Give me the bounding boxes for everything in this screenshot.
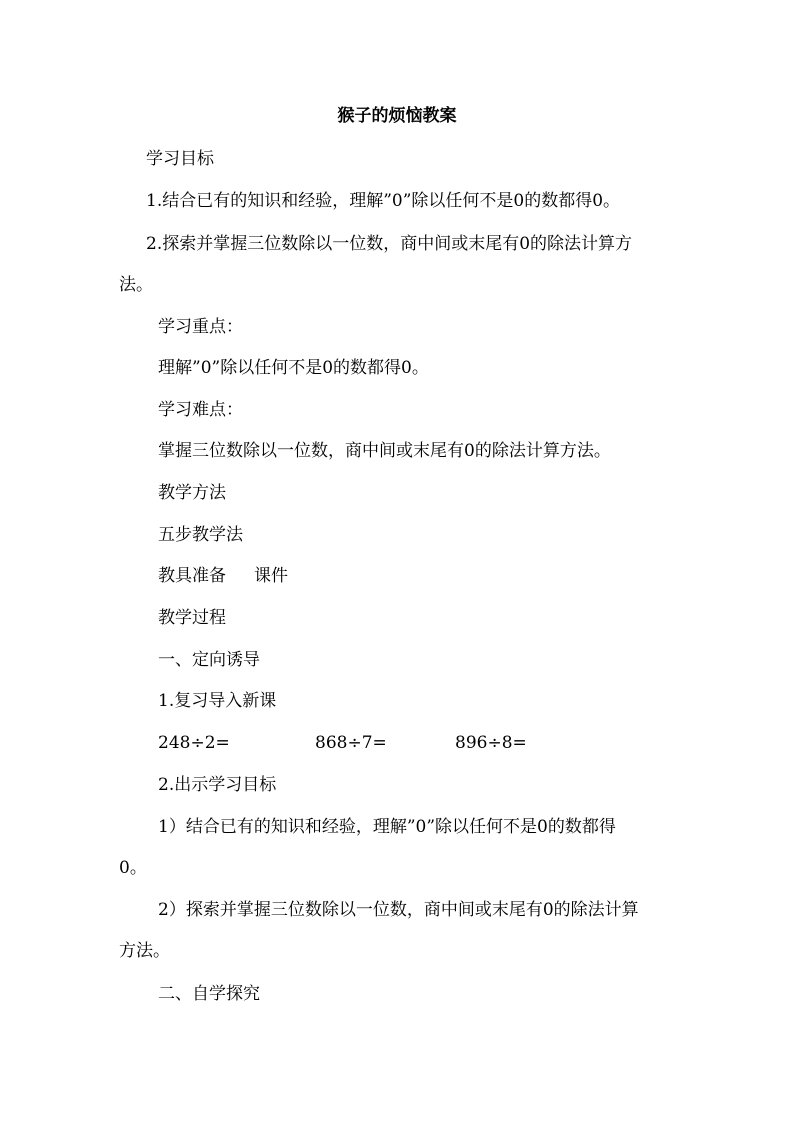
goal-1: 1.结合已有的知识和经验，理解”0”除以任何不是0的数都得0。 [146,191,621,211]
calc-2: 868÷7= [315,733,387,753]
key-point-text: 理解”0”除以任何不是0的数都得0。 [158,358,429,378]
difficulty-heading: 学习难点： [158,400,243,420]
section-2-heading: 二、自学探究 [158,984,260,1004]
step-2: 2.出示学习目标 [158,775,277,795]
key-point-heading: 学习重点： [158,317,243,337]
learning-goals-heading: 学习目标 [146,149,214,169]
review-calculations [158,731,718,755]
calc-3: 896÷8= [455,733,527,753]
tools-label: 教具准备 [158,566,226,586]
document-title: 猴子的烦恼教案 [337,106,457,126]
sub-goal-2-line-1: 2）探索并掌握三位数除以一位数，商中间或末尾有0的除法计算 [158,900,639,920]
goal-2-line-2: 法。 [119,275,153,295]
sub-goal-2-line-2: 方法。 [119,941,170,961]
difficulty-text: 掌握三位数除以一位数，商中间或末尾有0的除法计算方法。 [158,441,611,461]
step-1: 1.复习导入新课 [158,691,277,711]
method-text: 五步教学法 [158,525,243,545]
sub-goal-1-line-1: 1）结合已有的知识和经验，理解”0”除以任何不是0的数都得 [158,817,616,837]
tools-value: 课件 [254,566,288,586]
section-1-heading: 一、定向诱导 [158,650,260,670]
sub-goal-1-line-2: 0。 [119,858,147,878]
goal-2-line-1: 2.探索并掌握三位数除以一位数，商中间或末尾有0的除法计算方 [146,234,633,254]
process-heading: 教学过程 [158,608,226,628]
method-heading: 教学方法 [158,483,226,503]
tools-line [158,564,288,588]
calc-1: 248÷2= [158,733,230,753]
